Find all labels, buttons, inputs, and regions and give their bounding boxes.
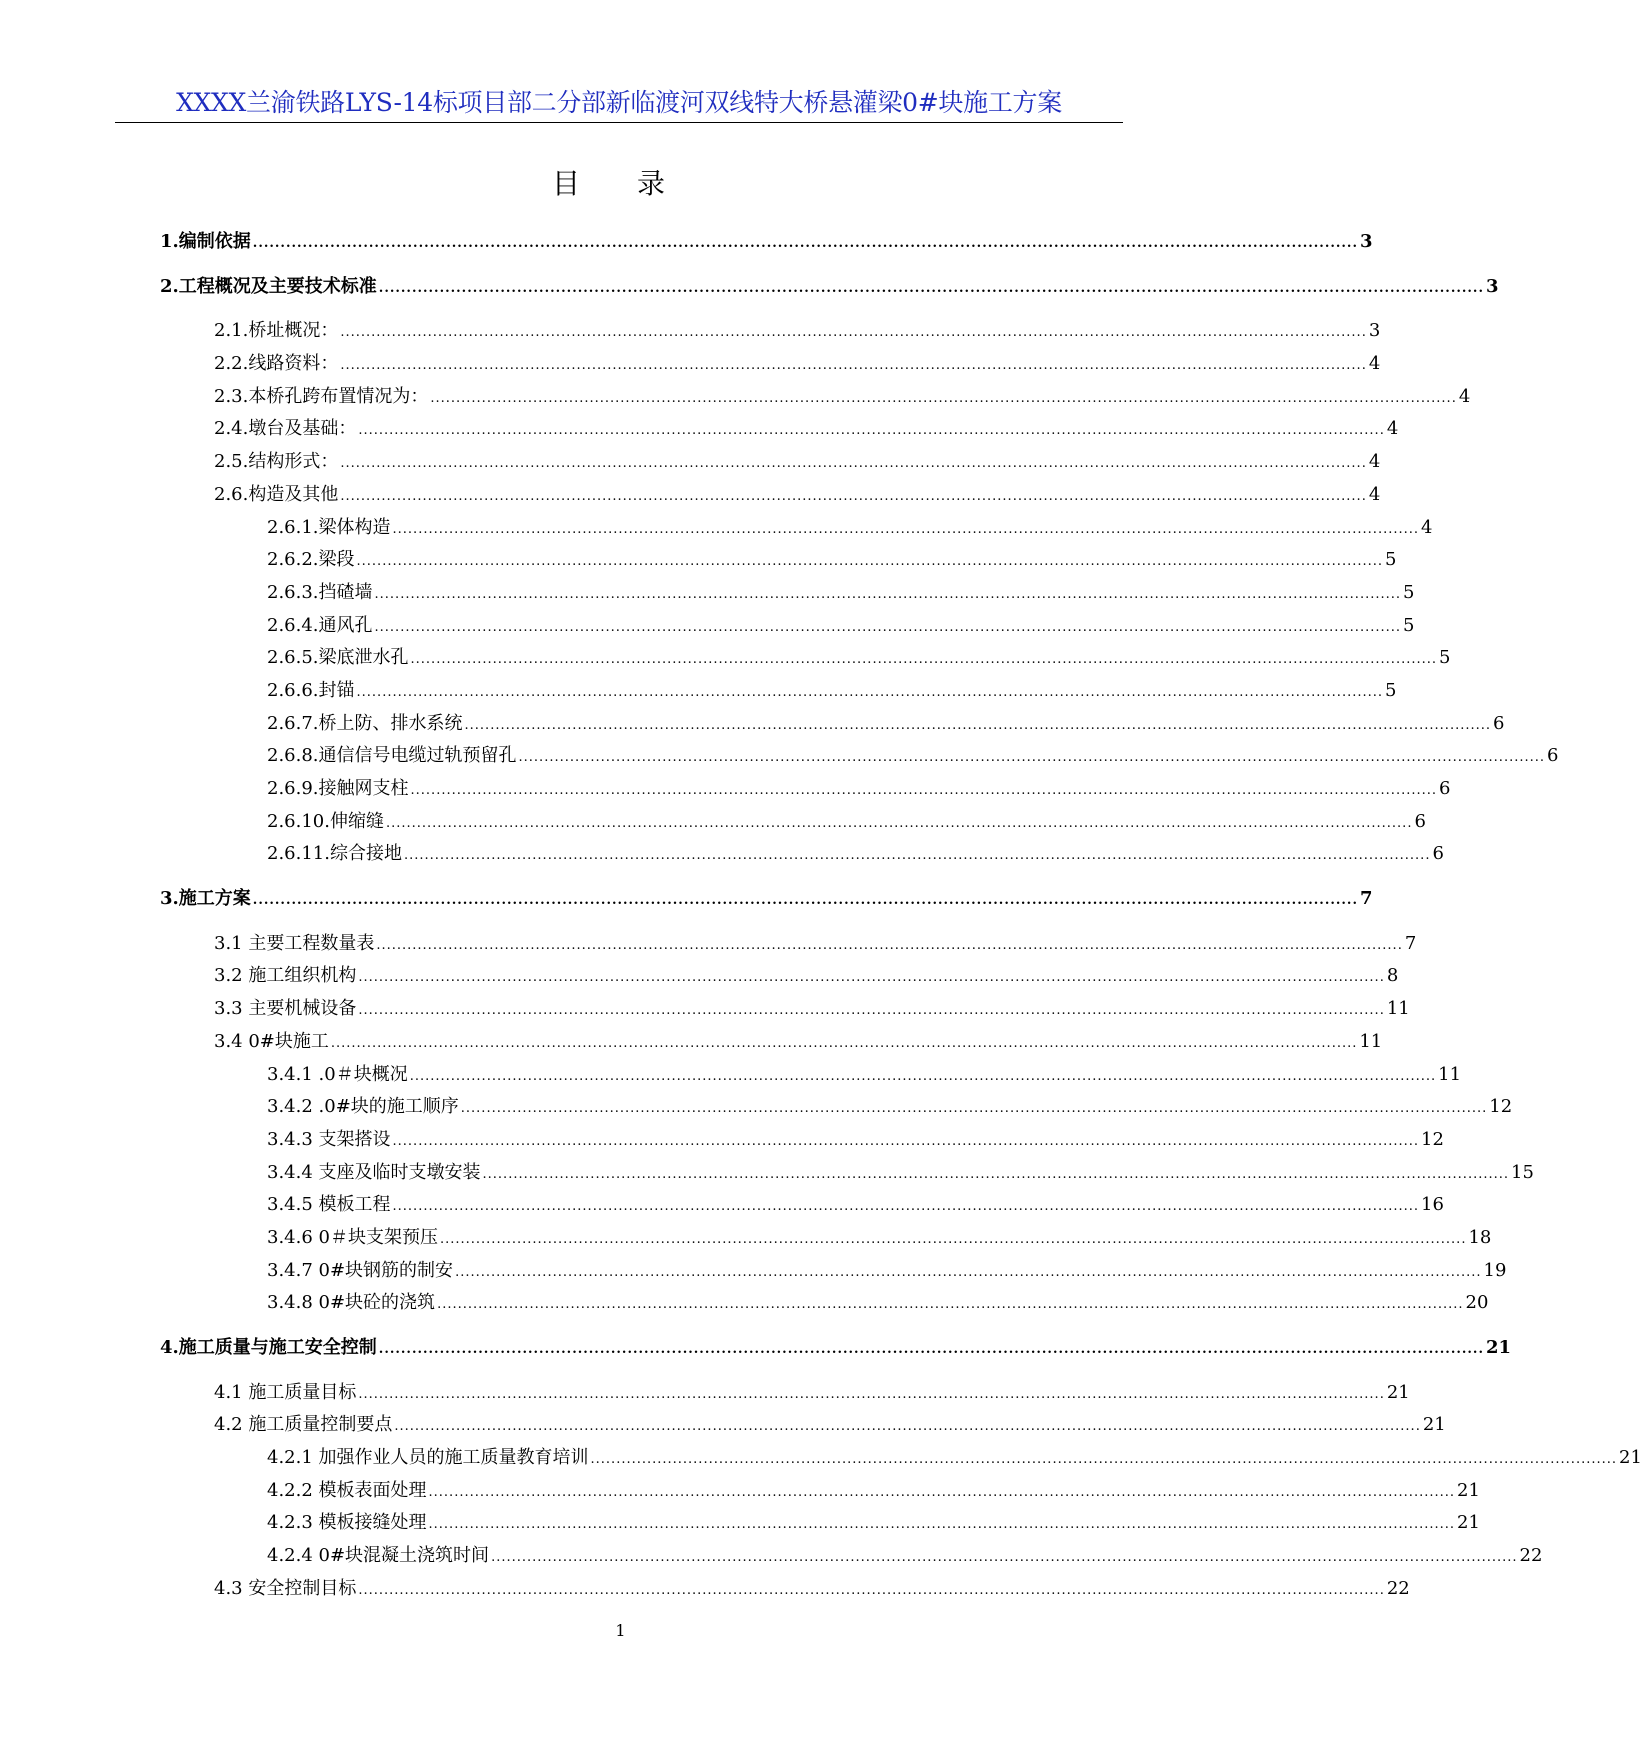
toc-entry-label: 2.2.线路资料： xyxy=(214,353,339,375)
toc-entry-label: 2.6.3.挡碴墙 xyxy=(267,581,373,603)
dot-leader: ........................................................................................................................................................................................................ xyxy=(392,1133,1419,1149)
toc-entry-label: 2.6.4.通风孔 xyxy=(267,614,373,636)
toc-entry-3-4-5[interactable] xyxy=(160,1189,1444,1222)
toc-entry-label: 1.编制依据 xyxy=(160,231,251,252)
toc-entry-label: 2.6.8.通信信号电缆过轨预留孔 xyxy=(267,745,517,767)
dot-leader: ........................................................................................................................................................................................................ xyxy=(340,358,1367,374)
toc-entry-label: 2.1.桥址概况： xyxy=(214,320,339,342)
toc-entry-2-2[interactable] xyxy=(160,348,1381,381)
dot-leader: ........................................................................................................................................................................................................ xyxy=(374,619,1401,635)
dot-leader: ........................................................................................................................................................................................................ xyxy=(439,1231,1467,1247)
toc-entry-3-4-3[interactable] xyxy=(160,1124,1444,1157)
toc-entry-page: 5 xyxy=(1385,549,1397,571)
dot-leader: ........................................................................................................................................................................................................ xyxy=(518,750,1545,766)
toc-entry-label: 2.6.2.梁段 xyxy=(267,549,355,571)
toc-entry-page: 4 xyxy=(1386,418,1399,440)
toc-entry-2-6-4[interactable] xyxy=(160,610,1415,643)
toc-entry-label: 2.5.结构形式： xyxy=(214,451,339,473)
toc-entry-page: 12 xyxy=(1421,1128,1444,1150)
dot-leader: ........................................................................................................................................................................................................ xyxy=(491,1550,1518,1566)
dot-leader: ........................................................................................................................................................................................................ xyxy=(358,423,1385,439)
toc-entry-page: 21 xyxy=(1485,1337,1512,1358)
document-header: XXXX兰渝铁路LYS-14标项目部二分部新临渡河双线特大桥悬灌梁0#块施工方案 xyxy=(176,88,1062,117)
toc-entry-1[interactable] xyxy=(160,226,1373,259)
toc-entry-2[interactable] xyxy=(160,271,1499,304)
toc-entry-4-2-1[interactable] xyxy=(160,1442,1642,1475)
toc-entry-page: 7 xyxy=(1404,932,1417,954)
toc-entry-page: 3 xyxy=(1368,320,1381,342)
toc-entry-2-1[interactable] xyxy=(160,315,1381,348)
dot-leader: ........................................................................................................................................................................................................ xyxy=(378,1342,1484,1357)
dot-leader: ........................................................................................................................................................................................................ xyxy=(252,893,1358,909)
toc-entry-label: 3.1 主要工程数量表 xyxy=(214,932,375,954)
dot-leader: ........................................................................................................................................................................................................ xyxy=(340,488,1367,504)
toc-entry-4-2[interactable] xyxy=(160,1409,1446,1442)
toc-entry-label: 4.1 施工质量目标 xyxy=(214,1381,357,1403)
toc-entry-page: 21 xyxy=(1619,1447,1642,1469)
toc-entry-2-6-8[interactable] xyxy=(160,740,1559,773)
toc-entry-page: 16 xyxy=(1421,1194,1444,1216)
dot-leader: ........................................................................................................................................................................................................ xyxy=(428,1484,1455,1500)
dot-leader: ........................................................................................................................................................................................................ xyxy=(252,236,1358,251)
toc-entry-label: 2.工程概况及主要技术标准 xyxy=(160,275,377,297)
toc-title: 目 录 xyxy=(552,167,689,200)
dot-leader: ........................................................................................................................................................................................................ xyxy=(358,970,1385,986)
toc-entry-label: 3.4.8 0#块砼的浇筑 xyxy=(267,1292,436,1314)
toc-entry-label: 3.4.1 .0＃块概况 xyxy=(267,1063,408,1085)
dot-leader: ........................................................................................................................................................................................................ xyxy=(340,456,1367,472)
toc-entry-page: 21 xyxy=(1457,1479,1480,1501)
dot-leader: ........................................................................................................................................................................................................ xyxy=(392,521,1419,537)
toc-entry-page: 4 xyxy=(1368,353,1381,375)
dot-leader: ........................................................................................................................................................................................................ xyxy=(376,937,1403,953)
toc-entry-4-2-3[interactable] xyxy=(160,1507,1480,1540)
toc-entry-page: 5 xyxy=(1403,614,1415,636)
toc-entry-page: 6 xyxy=(1414,810,1426,832)
dot-leader: ........................................................................................................................................................................................................ xyxy=(358,1003,1385,1019)
toc-entry-3-4-1[interactable] xyxy=(160,1059,1462,1092)
toc-entry-label: 2.6.6.封锚 xyxy=(267,679,355,701)
toc-entry-label: 3.4.4 支座及临时支墩安装 xyxy=(267,1161,481,1183)
toc-entry-page: 11 xyxy=(1438,1063,1462,1085)
toc-entry-page: 21 xyxy=(1386,1381,1410,1403)
dot-leader: ........................................................................................................................................................................................................ xyxy=(374,586,1401,602)
toc-entry-label: 4.3 安全控制目标 xyxy=(214,1577,357,1599)
toc-entry-page: 21 xyxy=(1422,1414,1446,1436)
toc-entry-4-1[interactable] xyxy=(160,1377,1410,1410)
toc-entry-page: 6 xyxy=(1432,843,1444,865)
toc-entry-page: 15 xyxy=(1511,1161,1534,1183)
toc-entry-page: 7 xyxy=(1359,888,1373,910)
toc-entry-page: 5 xyxy=(1439,647,1451,669)
toc-entry-3-1[interactable] xyxy=(160,928,1417,961)
toc-entry-2-4[interactable] xyxy=(160,413,1399,446)
toc-entry-label: 2.6.9.接触网支柱 xyxy=(267,778,409,799)
dot-leader: ........................................................................................................................................................................................................ xyxy=(394,1419,1421,1435)
toc-entry-2-6[interactable] xyxy=(160,479,1381,512)
toc-entry-page: 22 xyxy=(1386,1577,1410,1599)
toc-entry-3-4-8[interactable] xyxy=(160,1287,1489,1320)
dot-leader: ........................................................................................................................................................................................................ xyxy=(356,554,1383,570)
toc-entry-label: 2.6.7.桥上防、排水系统 xyxy=(267,712,463,734)
toc-entry-4-2-2[interactable] xyxy=(160,1475,1480,1508)
toc-entry-4-2-4[interactable] xyxy=(160,1540,1543,1573)
dot-leader: ........................................................................................................................................................................................................ xyxy=(437,1297,1464,1313)
toc-entry-label: 2.4.墩台及基础： xyxy=(214,418,357,440)
toc-entry-2-6-9[interactable] xyxy=(160,773,1451,806)
toc-entry-label: 4.2.1 加强作业人员的施工质量教育培训 xyxy=(267,1447,589,1469)
toc-entry-page: 6 xyxy=(1547,745,1559,767)
toc-entry-3-2[interactable] xyxy=(160,960,1399,993)
toc-entry-label: 3.4.6 0＃块支架预压 xyxy=(267,1226,438,1248)
toc-entry-page: 3 xyxy=(1359,231,1373,252)
toc-entry-page: 4 xyxy=(1368,451,1381,473)
toc-entry-label: 4.2 施工质量控制要点 xyxy=(214,1414,393,1436)
dot-leader: ........................................................................................................................................................................................................ xyxy=(428,1517,1455,1533)
toc-entry-label: 2.6.10.伸缩缝 xyxy=(267,810,384,832)
toc-entry-label: 2.6.1.梁体构造 xyxy=(267,516,391,538)
toc-entry-label: 3.4 0#块施工 xyxy=(214,1030,329,1052)
toc-entry-3[interactable] xyxy=(160,883,1373,916)
toc-entry-page: 21 xyxy=(1457,1512,1480,1534)
toc-entry-page: 12 xyxy=(1489,1096,1513,1118)
dot-leader: ........................................................................................................................................................................................................ xyxy=(464,717,1491,733)
toc-entry-label: 3.4.2 .0#块的施工顺序 xyxy=(267,1096,459,1118)
toc-entry-page: 20 xyxy=(1465,1292,1489,1314)
toc-entry-label: 4.施工质量与施工安全控制 xyxy=(160,1337,377,1358)
toc-entry-label: 2.6.5.梁底泄水孔 xyxy=(267,647,409,669)
dot-leader: ........................................................................................................................................................................................................ xyxy=(430,390,1457,406)
toc-entry-2-3[interactable] xyxy=(160,381,1471,414)
toc-entry-3-4[interactable] xyxy=(160,1026,1383,1059)
dot-leader: ........................................................................................................................................................................................................ xyxy=(590,1452,1617,1468)
toc-entry-4[interactable] xyxy=(160,1332,1512,1365)
toc-entry-label: 3.3 主要机械设备 xyxy=(214,998,357,1020)
toc-entry-3-4-6[interactable] xyxy=(160,1222,1492,1255)
dot-leader: ........................................................................................................................................................................................................ xyxy=(340,325,1367,341)
toc-entry-label: 4.2.4 0#块混凝土浇筑时间 xyxy=(267,1545,490,1567)
toc-entry-label: 2.6.11.综合接地 xyxy=(267,843,402,865)
dot-leader: ........................................................................................................................................................................................................ xyxy=(330,1035,1358,1051)
dot-leader: ........................................................................................................................................................................................................ xyxy=(358,1582,1385,1598)
toc-entry-2-6-5[interactable] xyxy=(160,642,1451,675)
dot-leader: ........................................................................................................................................................................................................ xyxy=(409,1068,1437,1084)
toc-entry-label: 4.2.3 模板接缝处理 xyxy=(267,1512,427,1534)
page-number: 1 xyxy=(615,1621,626,1640)
toc-entry-page: 11 xyxy=(1386,998,1410,1020)
toc-entry-page: 4 xyxy=(1368,483,1381,505)
dot-leader: ........................................................................................................................................................................................................ xyxy=(460,1101,1488,1117)
toc-entry-page: 3 xyxy=(1485,275,1499,297)
dot-leader: ........................................................................................................................................................................................................ xyxy=(356,684,1383,700)
dot-leader: ........................................................................................................................................................................................................ xyxy=(410,783,1437,798)
toc-entry-page: 8 xyxy=(1386,965,1399,987)
toc-entry-3-4-2[interactable] xyxy=(160,1091,1513,1124)
toc-entry-3-4-4[interactable] xyxy=(160,1157,1534,1190)
toc-entry-3-3[interactable] xyxy=(160,993,1410,1026)
toc-entry-2-6-11[interactable] xyxy=(160,838,1444,871)
toc-entry-label: 2.3.本桥孔跨布置情况为： xyxy=(214,385,429,407)
toc-entry-page: 6 xyxy=(1439,778,1451,799)
toc-entry-label: 3.2 施工组织机构 xyxy=(214,965,357,987)
toc-entry-page: 4 xyxy=(1421,516,1433,538)
toc-entry-page: 4 xyxy=(1458,385,1471,407)
toc-entry-label: 3.4.5 模板工程 xyxy=(267,1194,391,1216)
table-of-contents xyxy=(160,226,1642,1606)
toc-entry-page: 18 xyxy=(1468,1226,1492,1248)
toc-entry-page: 19 xyxy=(1483,1259,1507,1281)
dot-leader: ........................................................................................................................................................................................................ xyxy=(385,815,1413,831)
dot-leader: ........................................................................................................................................................................................................ xyxy=(410,652,1437,668)
toc-entry-page: 11 xyxy=(1359,1030,1383,1052)
dot-leader: ........................................................................................................................................................................................................ xyxy=(392,1199,1419,1215)
toc-entry-label: 2.6.构造及其他 xyxy=(214,483,339,505)
toc-entry-label: 3.施工方案 xyxy=(160,888,251,910)
toc-entry-2-6-2[interactable] xyxy=(160,544,1397,577)
toc-entry-page: 22 xyxy=(1519,1545,1543,1567)
toc-entry-label: 4.2.2 模板表面处理 xyxy=(267,1479,427,1501)
toc-entry-2-6-3[interactable] xyxy=(160,577,1415,610)
toc-entry-label: 3.4.3 支架搭设 xyxy=(267,1128,391,1150)
dot-leader: ........................................................................................................................................................................................................ xyxy=(403,848,1431,864)
toc-entry-2-6-1[interactable] xyxy=(160,512,1433,545)
toc-entry-page: 5 xyxy=(1385,679,1397,701)
toc-entry-2-5[interactable] xyxy=(160,446,1381,479)
toc-entry-page: 5 xyxy=(1403,581,1415,603)
toc-entry-2-6-10[interactable] xyxy=(160,806,1426,839)
dot-leader: ........................................................................................................................................................................................................ xyxy=(378,280,1484,296)
dot-leader: ........................................................................................................................................................................................................ xyxy=(358,1386,1385,1402)
toc-entry-3-4-7[interactable] xyxy=(160,1255,1507,1288)
toc-entry-2-6-7[interactable] xyxy=(160,708,1505,741)
toc-entry-4-3[interactable] xyxy=(160,1573,1410,1606)
dot-leader: ........................................................................................................................................................................................................ xyxy=(482,1166,1509,1182)
toc-entry-label: 3.4.7 0#块钢筋的制安 xyxy=(267,1259,454,1281)
toc-entry-2-6-6[interactable] xyxy=(160,675,1397,708)
toc-entry-page: 6 xyxy=(1493,712,1505,734)
header-rule xyxy=(115,122,1123,123)
dot-leader: ........................................................................................................................................................................................................ xyxy=(455,1264,1482,1280)
